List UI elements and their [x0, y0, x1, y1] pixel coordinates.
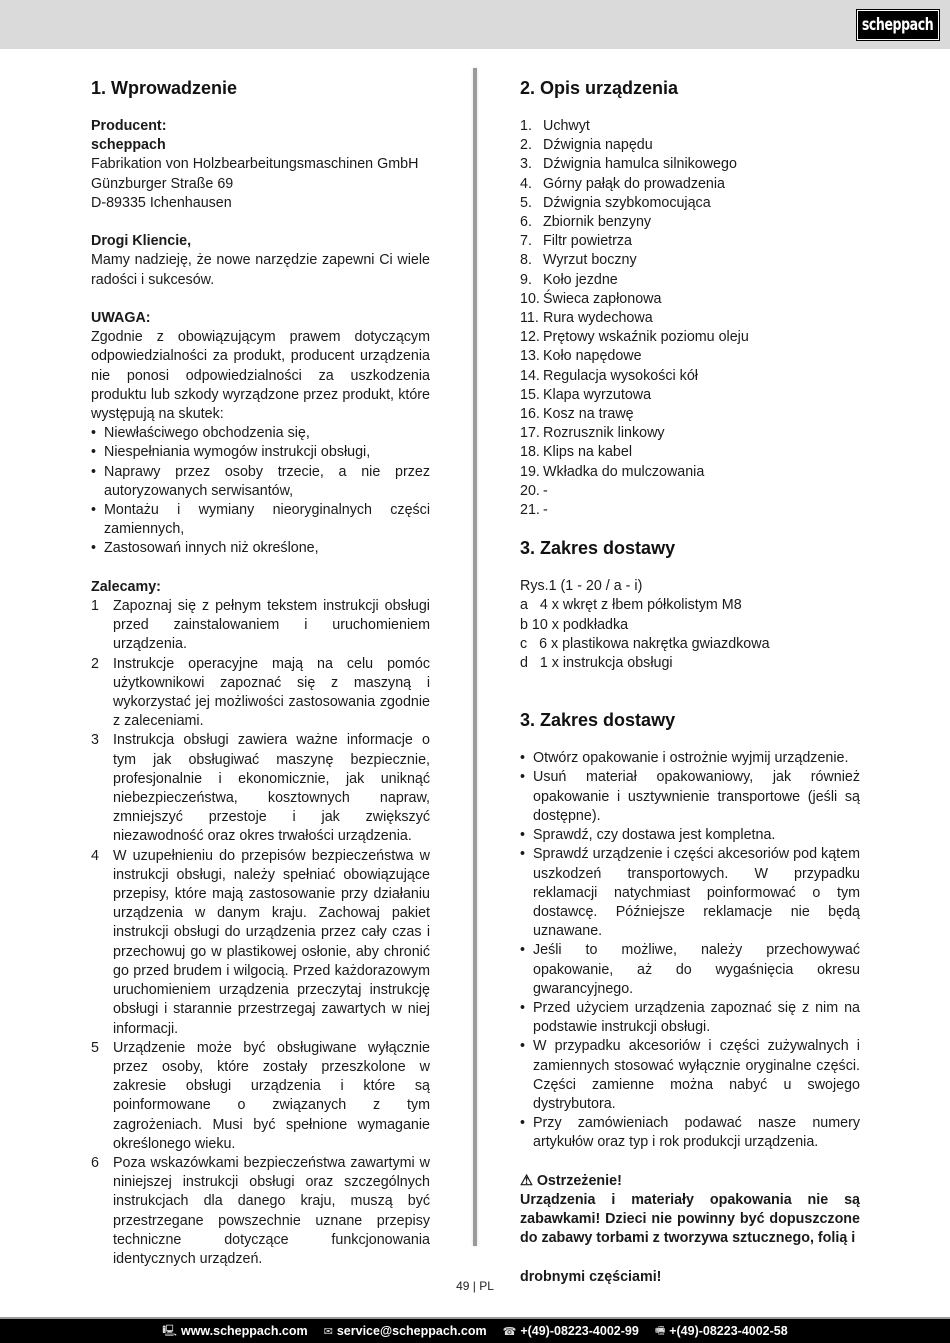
- address-line: D-89335 Ichenhausen: [91, 194, 232, 211]
- footer-website[interactable]: [162, 1322, 307, 1341]
- recommendation-item: 4 W uzupełnieniu do przepisów bezpieczeństwa w instrukcji obsługi, należy spełniać obowiązujące przepisy, które mają zastosowanie przy działaniu urządzenia w danym kraju. Zachowaj pakiet instrukcji obsługi do urządzenia przez cały czas i przechowuj go w plastikowej osłonie, aby chronić go przed brudem i wilgocią. Przed każdorazowym uruchomieniem urządzenia przeczytaj instrukcję obsługi i starannie przestrzegaj zawartych w niej informacji.: [91, 847, 430, 1037]
- computer-icon: 🖳: [162, 1324, 177, 1337]
- part-item: 10. Świeca zapłonowa: [520, 290, 662, 307]
- warning-title: Ostrzeżenie!: [536, 1172, 622, 1189]
- warning-text: Zgodnie z obowiązującym prawem dotyczącym odpowiedzialności za produkt, producent urządzenia nie ponosi odpowiedzialności za uszkodzenia produktu lub szkody wyrządzone przez produkt, które występują na skutek:: [91, 329, 430, 423]
- part-item: 15. Klapa wyrzutowa: [520, 386, 652, 403]
- phone-number: +(49)-08223-4002-99: [520, 1324, 639, 1338]
- fax-number: +(49)-08223-4002-58: [669, 1324, 788, 1338]
- part-item: 2. Dźwignia napędu: [520, 137, 653, 154]
- bullet-item: • Montażu i wymiany nieoryginalnych części zamiennych,: [91, 501, 430, 539]
- logo-text: scheppach: [862, 15, 934, 35]
- bullet-item: • Jeśli to możliwe, należy przechowywać opakowanie, aż do wygaśnięcia okresu gwarancyjnego.: [520, 941, 860, 999]
- recommendation-item: 1 Zapoznaj się z pełnym tekstem instrukcji obsługi przed zainstalowaniem i uruchomieniem urządzenia.: [91, 598, 430, 653]
- part-item: 12. Prętowy wskaźnik poziomu oleju: [520, 329, 749, 346]
- greeting-label: Drogi Kliencie,: [91, 233, 192, 250]
- part-item: 11. Rura wydechowa: [520, 310, 653, 327]
- mail-icon: ✉: [323, 1325, 333, 1338]
- header-bar: [0, 0, 950, 49]
- recommend-label: Zalecamy:: [91, 578, 161, 595]
- part-item: 20. -: [520, 482, 548, 499]
- warning-heading: [520, 1172, 860, 1191]
- greeting-text: Mamy nadzieję, że nowe narzędzie zapewni Ci wiele radości i sukcesów.: [91, 252, 430, 288]
- scope-item: c 6 x plastikowa nakrętka gwiazdkowa: [520, 635, 770, 652]
- website-link[interactable]: www.scheppach.com: [180, 1324, 308, 1338]
- section-title-introduction: 1. Wprowadzenie: [91, 78, 238, 98]
- warning-body: Urządzenia i materiały opakowania nie są zabawkami! Dzieci nie powinny być dopuszczone do zabawy torbami z tworzywa sztucznego, folią i: [520, 1191, 860, 1247]
- footer-phone: [503, 1324, 639, 1338]
- part-item: 17. Rozrusznik linkowy: [520, 425, 665, 442]
- part-item: 4. Górny pałąk do prowadzenia: [520, 175, 725, 192]
- part-item: 8. Wyrzut boczny: [520, 252, 637, 269]
- bullet-item: • Niespełniania wymogów instrukcji obsługi,: [91, 443, 430, 462]
- footer-fax: [655, 1322, 788, 1341]
- part-item: 19. Wkładka do mulczowania: [520, 463, 705, 480]
- footer-contact-bar: [0, 1317, 950, 1343]
- bullet-item: • Usuń materiał opakowaniowy, jak również opakowanie i usztywnienie transportowe (jeśli są dostępne).: [520, 768, 860, 826]
- part-item: 6. Zbiornik benzyny: [520, 214, 652, 231]
- bullet-item: • Przed użyciem urządzenia zapoznać się z nim na podstawie instrukcji obsługi.: [520, 999, 860, 1037]
- bullet-item: • Otwórz opakowanie i ostrożnie wyjmij urządzenie.: [520, 749, 860, 768]
- scope-item: a 4 x wkręt z łbem półkolistym M8: [520, 597, 742, 614]
- phone-icon: ☎: [502, 1325, 517, 1338]
- email-link[interactable]: service@scheppach.com: [336, 1324, 487, 1338]
- bullet-item: • Niewłaściwego obchodzenia się,: [91, 424, 430, 443]
- bullet-item: • Sprawdź urządzenie i części akcesoriów pod kątem uszkodzeń transportowych. W przypadku reklamacji natychmiast poinformować o tym dostawcę. Późniejsze reklamacje nie będą uznawane.: [520, 845, 860, 941]
- parts-list: [520, 117, 860, 520]
- part-item: 21. -: [520, 502, 548, 519]
- footer-email[interactable]: [324, 1324, 487, 1338]
- page-number: 49 | PL: [456, 1279, 494, 1293]
- left-column: [91, 76, 430, 1269]
- right-column: [520, 76, 860, 1287]
- part-item: 13. Koło napędowe: [520, 348, 642, 365]
- section-title-description: 2. Opis urządzenia: [520, 78, 679, 98]
- warning-triangle-icon: ⚠: [520, 1172, 533, 1189]
- part-item: 16. Kosz na trawę: [520, 406, 634, 423]
- producer-name: scheppach: [91, 137, 166, 154]
- bullet-item: • Zastosowań innych niż określone,: [91, 539, 430, 558]
- scope-list: [520, 596, 860, 673]
- fax-icon: 🖷: [654, 1324, 666, 1337]
- recommendation-item: 3 Instrukcja obsługi zawiera ważne informacje o tym jak obsługiwać maszynę bezpiecznie, profesjonalnie i ekonomicznie, jak uniknąć niebezpieczeństwa, kosztownych napraw, zmniejszyć przestoje i jak zwiększyć niezawodność oraz okres trwałości urządzenia.: [91, 732, 430, 845]
- part-item: 18. Klips na kabel: [520, 444, 633, 461]
- address-line: Fabrikation von Holzbearbeitungsmaschinen GmbH: [91, 156, 419, 173]
- recommendation-item: 2 Instrukcje operacyjne mają na celu pomóc użytkownikowi zapoznać się z maszyną i wykorzystać jej możliwości zastosowania zgodnie z zaleceniami.: [91, 655, 430, 730]
- warning-body-end: drobnymi częściami!: [520, 1268, 662, 1285]
- part-item: 9. Koło jezdne: [520, 271, 618, 288]
- recommendation-item: 5 Urządzenie może być obsługiwane wyłącznie przez osoby, które zostały przeszkolone w zakresie obsługi urządzenia i które są poinformowane o związanych z tym zagrożeniach. Musi być spełnione wymaganie określonego wieku.: [91, 1039, 430, 1152]
- part-item: 1. Uchwyt: [520, 118, 590, 134]
- scope-item: d 1 x instrukcja obsługi: [520, 655, 673, 672]
- warning-label: UWAGA:: [91, 310, 151, 326]
- unpacking-bullet-list: [520, 749, 860, 1152]
- part-item: 3. Dźwignia hamulca silnikowego: [520, 156, 737, 173]
- bullet-item: • Przy zamówieniach podawać nasze numery artykułów oraz typ i rok produkcji urządzenia.: [520, 1114, 860, 1152]
- warning-bullet-list: [91, 424, 430, 558]
- section-title-scope-2: 3. Zakres dostawy: [520, 710, 676, 731]
- recommendation-list: [91, 597, 430, 1269]
- section-title-scope: 3. Zakres dostawy: [520, 538, 676, 559]
- bullet-item: • W przypadku akcesoriów i części zużywalnych i zamiennych stosować wyłącznie oryginalne części. Części zamienne można nabyć u swojego dystrybutora.: [520, 1037, 860, 1114]
- bullet-item: • Sprawdź, czy dostawa jest kompletna.: [520, 826, 860, 845]
- recommendation-item: 6 Poza wskazówkami bezpieczeństwa zawartymi w niniejszej instrukcji obsługi oraz szczególnych instrukcjach dla danego kraju, muszą być przestrzegane powszechnie uznane przepisy techniczne dotyczące funkcjonowania identycznych urządzeń.: [91, 1154, 430, 1267]
- address-line: Günzburger Straße 69: [91, 175, 234, 192]
- producer-label: Producent:: [91, 118, 167, 134]
- scope-item: b 10 x podkładka: [520, 616, 629, 633]
- figure-reference: Rys.1 (1 - 20 / a - i): [520, 578, 643, 595]
- part-item: 5. Dźwignia szybkomocująca: [520, 194, 711, 211]
- column-divider: [473, 68, 477, 1246]
- scheppach-logo: [857, 10, 939, 40]
- bullet-item: • Naprawy przez osoby trzecie, a nie przez autoryzowanych serwisantów,: [91, 463, 430, 501]
- part-item: 7. Filtr powietrza: [520, 233, 632, 250]
- part-item: 14. Regulacja wysokości kół: [520, 367, 698, 384]
